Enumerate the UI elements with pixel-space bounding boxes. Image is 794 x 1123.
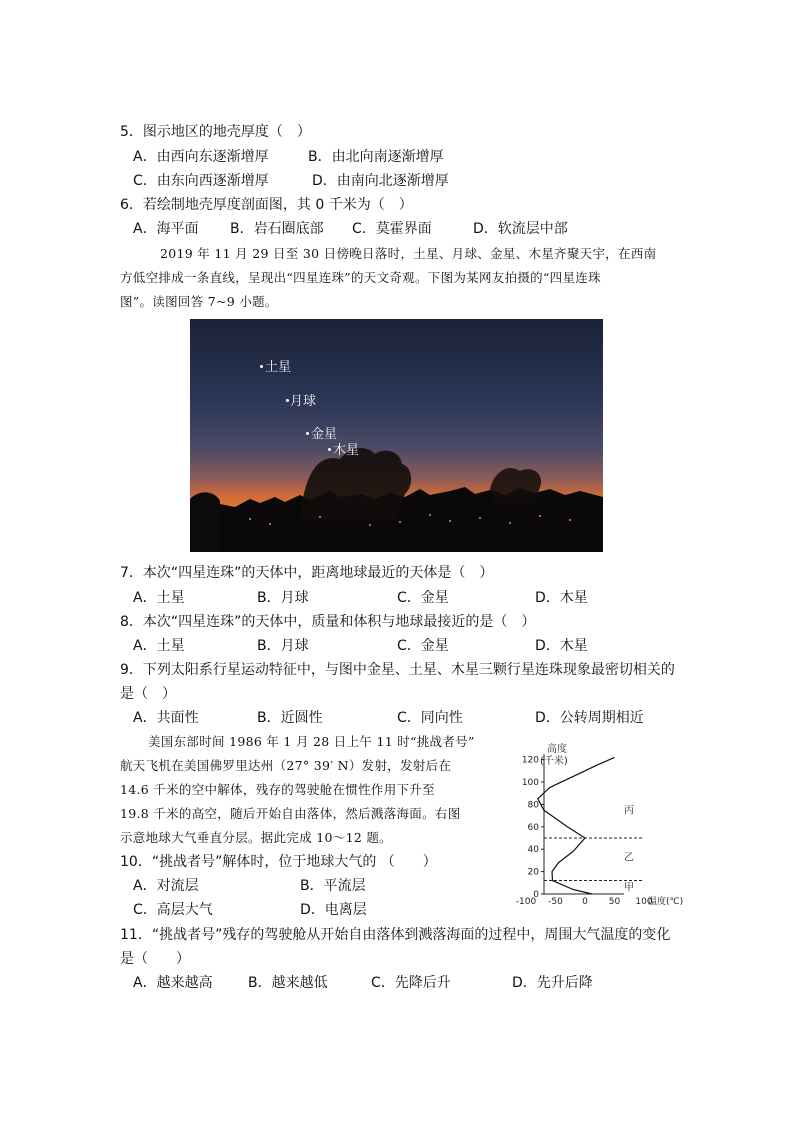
layer-label-bing: 丙 xyxy=(624,805,634,817)
q9-option-a: A．共面性 xyxy=(133,710,199,726)
moon-label: 月球 xyxy=(290,394,317,409)
q8-option-c: C．金星 xyxy=(397,638,449,654)
q9-option-b: B．近圆性 xyxy=(257,710,323,726)
q9-option-c: C．同向性 xyxy=(397,710,463,726)
q7-option-c: C．金星 xyxy=(397,590,449,606)
layer-label-yi: 乙 xyxy=(624,852,634,864)
y-axis-label-line1: 高度 xyxy=(547,744,567,755)
q10-option-d: D．电离层 xyxy=(300,902,367,918)
q10-option-b: B．平流层 xyxy=(300,878,366,894)
q7-option-d: D．木星 xyxy=(535,590,588,606)
q7-stem: 7．本次“四星连珠”的天体中，距离地球最近的天体是（ ） xyxy=(120,565,494,581)
four-planets-photo xyxy=(190,319,603,552)
q5-option-a: A．由西向东逐渐增厚 xyxy=(133,149,269,165)
q5-option-c: C．由东向西逐渐增厚 xyxy=(133,173,269,189)
q11-option-b: B．越来越低 xyxy=(248,975,328,991)
q5-option-d: D．由南向北逐渐增厚 xyxy=(312,173,449,189)
q11-stem-line1: 11．“挑战者号”残存的驾驶舱从开始自由落体到溅落海面的过程中，周围大气温度的变化 xyxy=(120,927,671,943)
moon-dot xyxy=(286,399,289,402)
x-tick-label: 0 xyxy=(582,897,588,907)
y-tick-label: 40 xyxy=(527,845,539,856)
q9-stem-line2: 是（ ） xyxy=(120,686,176,702)
q7-option-b: B．月球 xyxy=(257,590,309,606)
y-tick-label: 20 xyxy=(527,867,539,878)
passage1-line2: 方低空排成一条直线，呈现出“四星连珠”的天文奇观。下图为某网友拍摄的“四星连珠 xyxy=(120,270,601,285)
jupiter-dot xyxy=(328,448,331,451)
q10-option-c: C．高层大气 xyxy=(133,902,213,918)
y-tick-label: 60 xyxy=(527,822,539,833)
x-tick-label: -50 xyxy=(548,897,563,907)
q6-option-d: D．软流层中部 xyxy=(473,221,568,237)
q8-stem: 8．本次“四星连珠”的天体中，质量和体积与地球最接近的是（ ） xyxy=(120,614,536,630)
x-axis-label: 温度(℃) xyxy=(648,897,684,907)
passage2-line3: 14.6 千米的空中解体，残存的驾驶舱在惯性作用下升至 xyxy=(120,782,435,797)
q9-stem-line1: 9．下列太阳系行星运动特征中，与图中金星、土星、木星三颗行星连珠现象最密切相关的 xyxy=(120,662,675,678)
passage1-line1: 2019 年 11 月 29 日至 30 日傍晚日落时，土星、月球、金星、木星齐聚天宇，在西南 xyxy=(160,246,657,261)
q6-option-a: A．海平面 xyxy=(133,221,199,237)
passage1-line3: 图”。读图回答 7~9 小题。 xyxy=(120,294,278,309)
q9-option-d: D．公转周期相近 xyxy=(535,710,644,726)
passage2-line1: 美国东部时间 1986 年 1 月 28 日上午 11 时“挑战者号” xyxy=(148,734,475,749)
q10-stem: 10．“挑战者号”解体时，位于地球大气的 （ ） xyxy=(120,854,437,870)
x-tick-label: -100 xyxy=(515,897,537,907)
jupiter-label: 木星 xyxy=(333,443,360,458)
q6-stem: 6．若绘制地壳厚度剖面图，其 0 千米为（ ） xyxy=(120,197,413,213)
venus-label: 金星 xyxy=(311,427,338,442)
q5-stem: 5．图示地区的地壳厚度（ ） xyxy=(120,124,311,140)
q5-option-b: B．由北向南逐渐增厚 xyxy=(308,149,444,165)
q6-option-c: C．莫霍界面 xyxy=(352,221,432,237)
y-tick-label: 120 xyxy=(521,755,539,766)
q10-option-a: A．对流层 xyxy=(133,878,199,894)
passage2-line5: 示意地球大气垂直分层。据此完成 10～12 题。 xyxy=(120,830,392,845)
x-tick-label: 50 xyxy=(608,897,621,907)
q11-option-c: C．先降后升 xyxy=(371,975,451,991)
atmosphere-layers-chart xyxy=(500,742,684,907)
q11-stem-line2: 是（ ） xyxy=(120,951,190,967)
y-axis-label-line2: (千米) xyxy=(540,756,568,767)
q8-option-d: D．木星 xyxy=(535,638,588,654)
saturn-dot xyxy=(260,365,263,368)
q8-option-a: A．土星 xyxy=(133,638,185,654)
q11-option-d: D．先升后降 xyxy=(512,975,593,991)
saturn-label: 土星 xyxy=(265,360,292,375)
q11-option-a: A．越来越高 xyxy=(133,975,213,991)
q8-option-b: B．月球 xyxy=(257,638,309,654)
q6-option-b: B．岩石圈底部 xyxy=(230,221,324,237)
q7-option-a: A．土星 xyxy=(133,590,185,606)
layer-label-jia: 甲 xyxy=(624,882,634,894)
atmosphere-chart-svg xyxy=(500,742,684,907)
passage2-line2: 航天飞机在美国佛罗里达州（27° 39′ N）发射，发射后在 xyxy=(120,758,452,773)
temperature-curve xyxy=(538,757,615,894)
y-tick-label: 0 xyxy=(533,890,539,900)
y-tick-label: 100 xyxy=(521,778,539,788)
x-tick-label: 100 xyxy=(635,897,653,907)
venus-dot xyxy=(306,432,309,435)
y-tick-label: 80 xyxy=(527,800,539,811)
passage2-line4: 19.8 千米的高空，随后开始自由落体，然后溅落海面。右图 xyxy=(120,806,461,821)
